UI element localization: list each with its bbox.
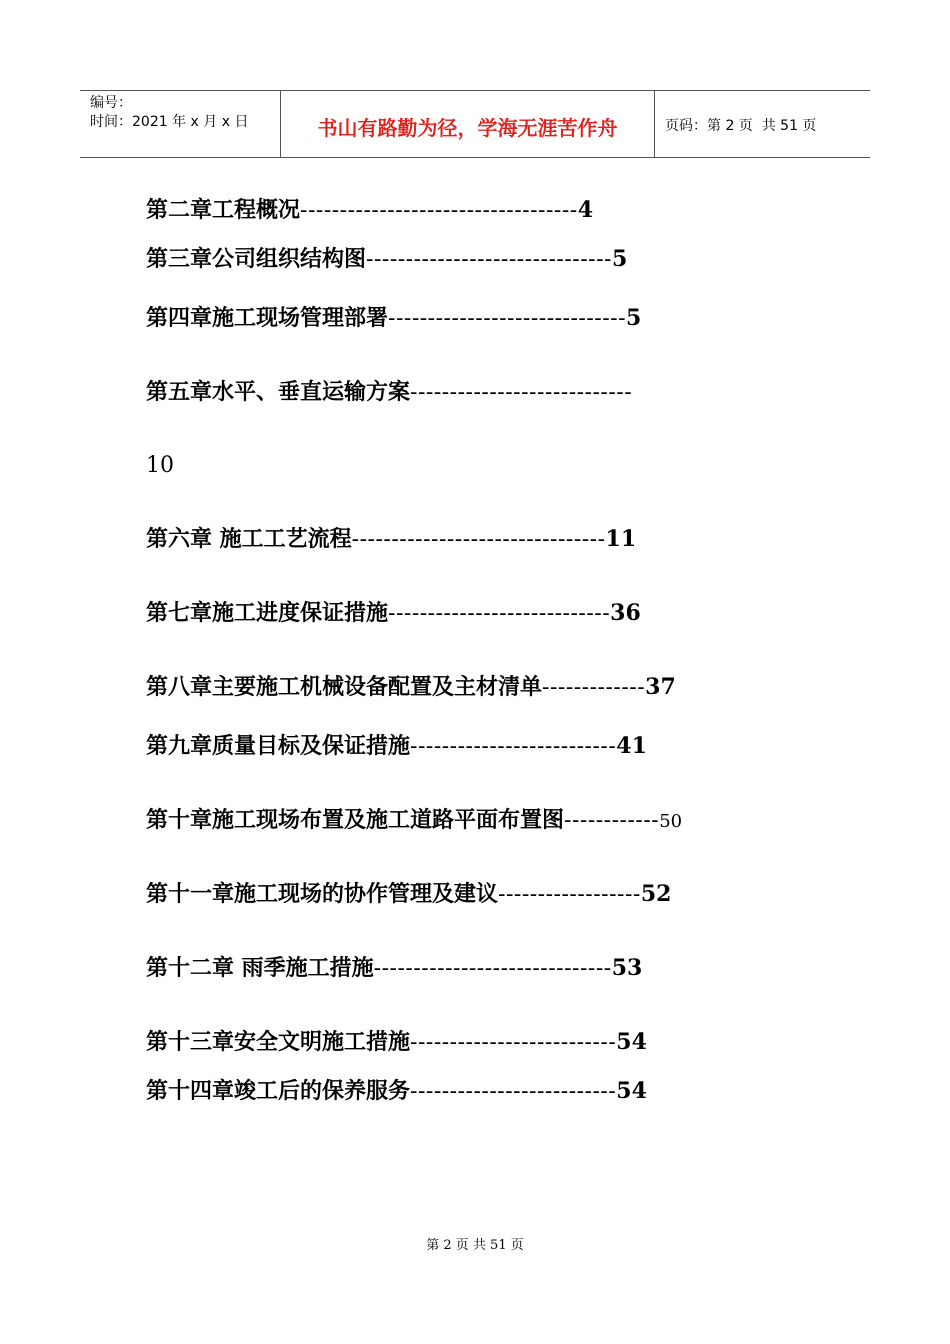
page-header (80, 90, 870, 158)
toc-page: 54 (616, 1078, 647, 1104)
toc-entry[interactable] (146, 806, 682, 836)
toc-leader: ------------------ (498, 882, 641, 907)
header-meta (80, 91, 281, 157)
toc-leader: ------------ (564, 808, 660, 833)
toc-entry[interactable] (146, 1028, 647, 1057)
toc-title: 第十三章安全文明施工措施 (146, 1029, 411, 1055)
toc-title: 第二章工程概况 (146, 197, 301, 223)
toc-page: 10 (146, 453, 174, 478)
toc-page: 37 (645, 674, 676, 700)
toc-page: 4 (577, 197, 594, 223)
toc-entry[interactable] (146, 880, 671, 909)
toc-page: 5 (626, 305, 642, 331)
toc-leader: -------------------------- (410, 1030, 617, 1055)
document-number-label: 编号： (90, 95, 132, 111)
toc-entry[interactable] (146, 732, 647, 761)
toc-entry[interactable] (146, 673, 676, 702)
header-page-info: 页码：第 2 页 共 51 页 (665, 118, 817, 134)
toc-leader: ---------------------------- (410, 380, 633, 405)
toc-page: 41 (616, 733, 647, 759)
toc-entry[interactable] (146, 954, 642, 983)
toc-leader: ---------------------------- (388, 601, 611, 626)
toc-title: 第七章施工进度保证措施 (146, 600, 389, 626)
toc-leader: ------------------------------ (373, 956, 612, 981)
toc-title: 第六章 施工工艺流程 (146, 526, 352, 552)
document-time-label: 时间：2021 年 x 月 x 日 (90, 114, 249, 130)
toc-page: 52 (640, 881, 672, 907)
toc-entry-continuation[interactable] (146, 452, 174, 480)
toc-entry[interactable] (146, 378, 632, 407)
toc-title: 第八章主要施工机械设备配置及主材清单 (146, 674, 543, 700)
toc-entry[interactable] (146, 1077, 647, 1106)
toc-page: 54 (616, 1029, 647, 1055)
toc-entry[interactable] (146, 245, 627, 274)
toc-title: 第十章施工现场布置及施工道路平面布置图 (146, 807, 565, 833)
toc-title: 第五章水平、垂直运输方案 (146, 379, 411, 405)
toc-title: 第四章施工现场管理部署 (146, 305, 389, 331)
toc-page: 5 (611, 246, 628, 272)
toc-title: 第十四章竣工后的保养服务 (146, 1078, 411, 1104)
toc-page: 50 (659, 811, 683, 832)
toc-title: 第三章公司组织结构图 (146, 246, 367, 272)
toc-leader: ------------------------------- (366, 247, 612, 272)
toc-title: 第十二章 雨季施工措施 (146, 955, 374, 981)
toc-page: 53 (611, 955, 643, 981)
toc-title: 第九章质量目标及保证措施 (146, 733, 411, 759)
toc-entry[interactable] (146, 196, 593, 225)
toc-entry[interactable] (146, 525, 636, 554)
header-motto: 书山有路勤为径，学海无涯苦作舟 (281, 91, 655, 157)
toc-leader: -------------------------- (410, 1079, 617, 1104)
toc-leader: ----------------------------------- (300, 198, 578, 223)
toc-leader: ------------- (542, 675, 646, 700)
toc-page: 11 (605, 526, 637, 552)
page-footer: 第 2 页 共 51 页 (426, 1238, 524, 1253)
toc-entry[interactable] (146, 304, 641, 333)
toc-entry[interactable] (146, 599, 641, 628)
toc-leader: ------------------------------ (388, 306, 627, 331)
toc-title: 第十一章施工现场的协作管理及建议 (146, 881, 499, 907)
toc-leader: -------------------------------- (351, 527, 606, 552)
toc-page: 36 (610, 600, 641, 626)
toc-leader: -------------------------- (410, 734, 617, 759)
